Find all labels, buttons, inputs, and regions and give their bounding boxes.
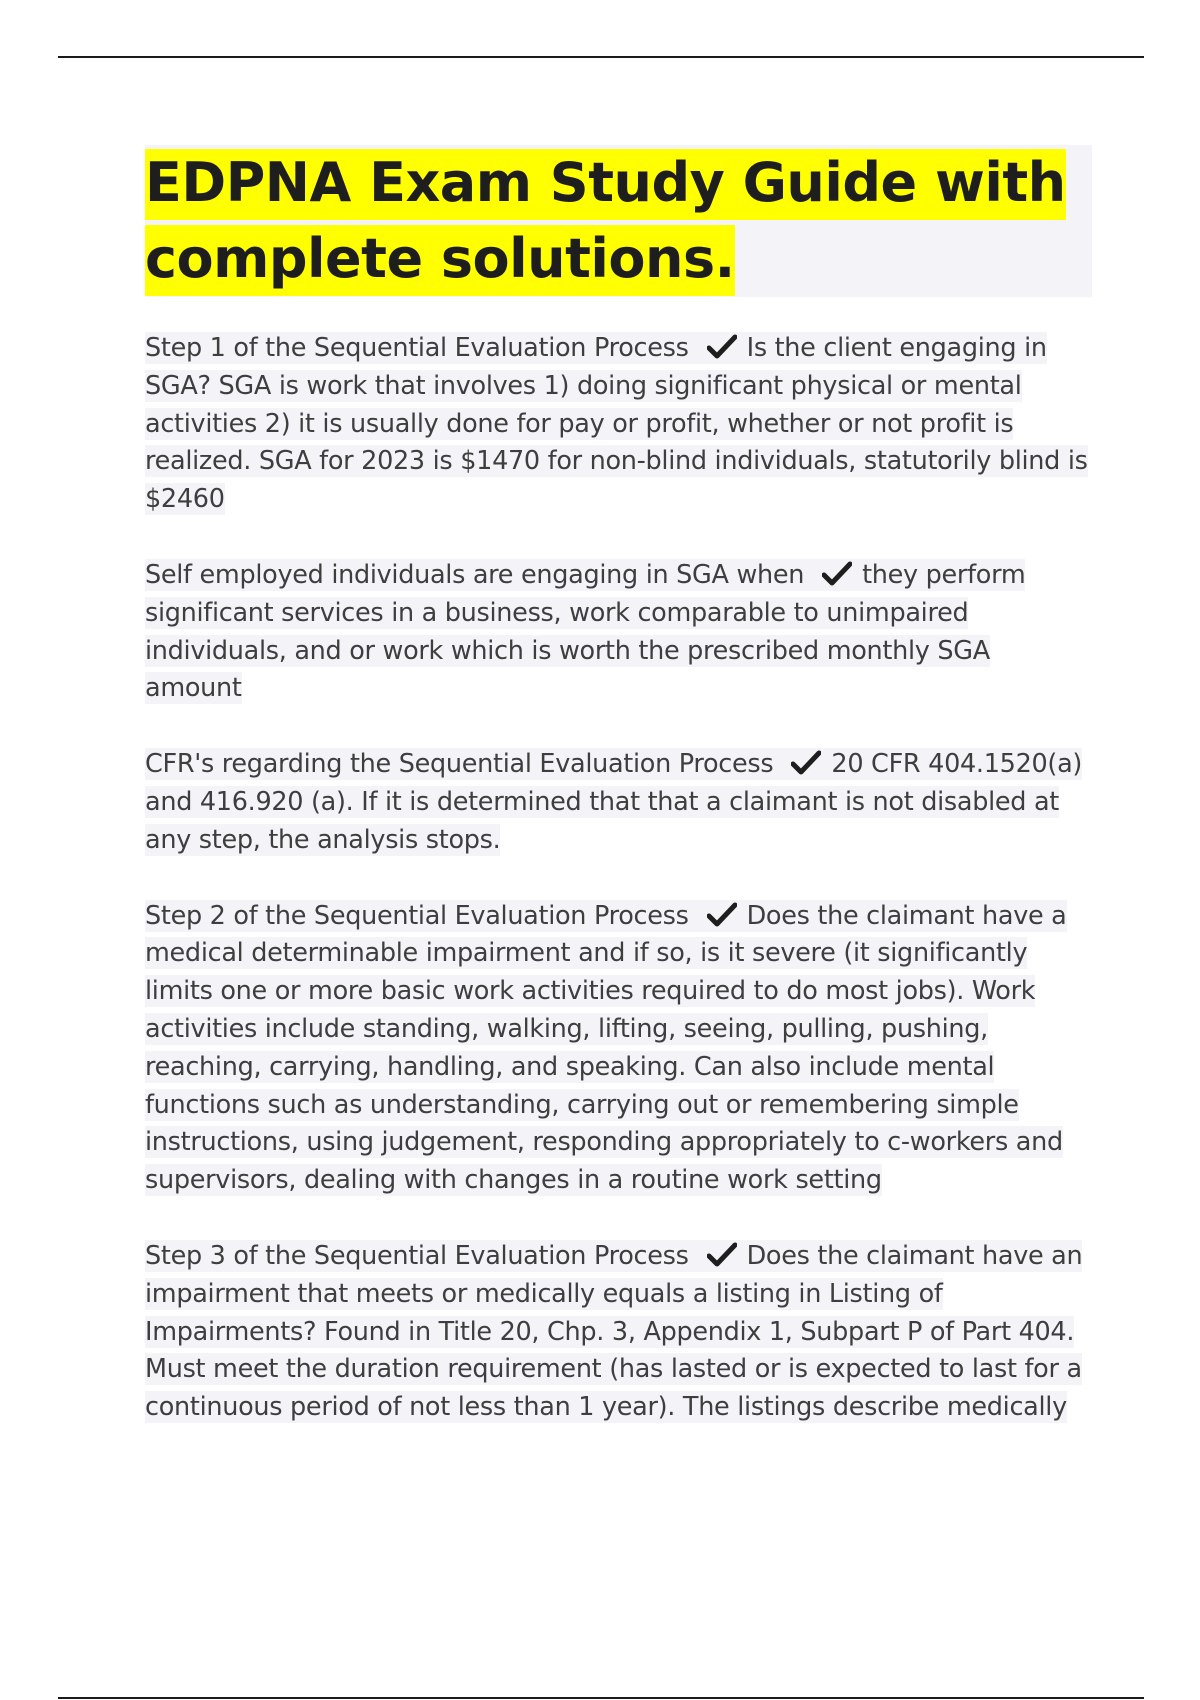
answer-text: Does the claimant have an impairment that meets or medically equals a listing in Listing of Impairments? Found in Title 20, Chp. 3, Appendix 1, Subpart P of Part 404. Must meet the duration requirement (has lasted or is expected to last for a continuous period of not less than 1 year). The listings describe medically	[145, 1240, 1083, 1423]
checkmark-icon	[822, 561, 852, 587]
question-text: CFR's regarding the Sequential Evaluation Process	[145, 749, 774, 780]
question-text: Step 3 of the Sequential Evaluation Process	[145, 1240, 689, 1271]
qa-item	[145, 898, 1092, 1200]
answer-text: 20 CFR 404.1520(a) and 416.920 (a). If it is determined that that a claimant is not disabled at any step, the analysis stops.	[145, 749, 1083, 855]
title-block	[145, 145, 1092, 297]
question-text: Step 1 of the Sequential Evaluation Process	[145, 333, 689, 363]
qa-list	[145, 330, 1092, 1465]
qa-item	[145, 1238, 1092, 1427]
answer-text: Does the claimant have a medical determinable impairment and if so, is it severe (it significantly limits one or more basic work activities required to do most jobs). Work activities include standing, walking, lifting, seeing, pulling, pushing, reaching, carrying, handling, and speaking. Can also include mental functions such as understanding, carrying out or remembering simple instructions, using judgement, responding appropriately to c-workers and supervisors, dealing with changes in a routine work setting	[145, 900, 1067, 1196]
checkmark-icon	[707, 334, 737, 360]
top-rule	[58, 56, 1144, 58]
question-text: Self employed individuals are engaging in SGA when	[145, 559, 805, 590]
question-text: Step 2 of the Sequential Evaluation Process	[145, 900, 689, 931]
title-highlight: EDPNA Exam Study Guide with complete solutions.	[145, 149, 1066, 296]
page-title	[145, 145, 1092, 297]
answer-text: Is the client engaging in SGA? SGA is work that involves 1) doing significant physical or mental activities 2) it is usually done for pay or profit, whether or not profit is realized. SGA for 2023 is $1470 for non-blind individuals, statutorily blind is $2460	[145, 333, 1088, 515]
checkmark-icon	[791, 750, 821, 776]
qa-item	[145, 557, 1092, 708]
checkmark-icon	[707, 1242, 737, 1268]
checkmark-icon	[707, 902, 737, 928]
qa-item	[145, 330, 1092, 519]
bottom-rule	[58, 1697, 1144, 1699]
answer-text: they perform significant services in a business, work comparable to unimpaired individuals, and or work which is worth the prescribed monthly SGA amount	[145, 559, 1026, 704]
qa-item	[145, 746, 1092, 859]
